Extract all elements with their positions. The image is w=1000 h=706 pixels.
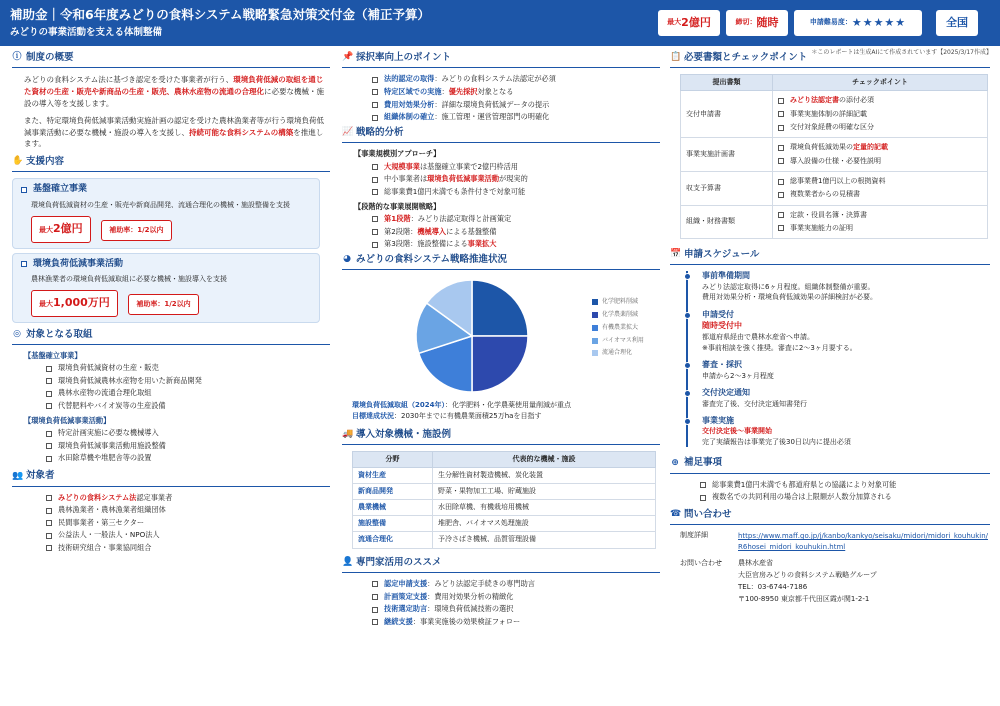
ai-note: ＊このレポートは生成AIにて作成されています【2025/3/17作成】 bbox=[811, 49, 992, 56]
list-item: 計画策定支援 ：費用対効果分析の精緻化 bbox=[372, 592, 660, 603]
pie-icon: ◕ bbox=[343, 254, 351, 265]
timeline-item: 申請受付 随時受付中 都道府県経由で農林水産省へ申請。 ※事前相談を強く推奨。審査に2〜3ヶ月要する。 bbox=[702, 310, 990, 353]
chart-icon: 📈 bbox=[342, 127, 354, 138]
list-item: 継続支援 ：事業実施後の効果検証フォロー bbox=[372, 617, 660, 628]
timeline-item: 審査・採択 申請から2〜3ヶ月程度 bbox=[702, 360, 990, 381]
list-item: 技術選定助言 ：環境負荷低減技術の選択 bbox=[372, 604, 660, 615]
list-item: 第1段階 ：みどり法認定取得と計画策定 bbox=[372, 214, 660, 225]
legend-item bbox=[592, 311, 644, 319]
rate-pill: 補助率：1/2以内 bbox=[128, 294, 198, 315]
contact-inquiry-row: お問い合わせ 農林水産省 大臣官房みどりの食料システム戦略グループ TEL：03-6744-7186 〒100-8950 東京都千代田区霞が関1-2-1 bbox=[680, 559, 877, 604]
list-item: 中小事業者は 環境負荷低減事業活動 が現実的 bbox=[372, 174, 660, 185]
list-item: 第2段階： 機械導入 による基盤整備 bbox=[372, 227, 660, 238]
page-title: 補助金｜令和6年度みどりの食料システム戦略緊急対策交付金（補正予算） bbox=[10, 7, 430, 22]
pie-caption: 環境負荷低減取組（2024年）：化学肥料・化学農薬使用量削減が重点 目標達成状況：2030年までに有機農業面積25万haを目指す bbox=[352, 401, 571, 421]
table-row: 資材生産 生分解性資材製造機械、炭化装置 bbox=[353, 468, 656, 484]
truck-icon: 🚚 bbox=[342, 429, 354, 439]
pie-legend bbox=[592, 298, 644, 362]
section-overview: ⓘ 制度の概要 bbox=[12, 52, 330, 68]
support-card-1: 基盤確立事業 環境負荷低減資材の生産・販売や新商品開発、流通合理化の機械・施設整備を支援 最大2億円 補助率：1/2以内 bbox=[12, 178, 320, 248]
target-icon: ◎ bbox=[13, 328, 21, 339]
page-header bbox=[0, 0, 1000, 46]
legend-swatch bbox=[592, 299, 598, 305]
calendar-icon: 📅 bbox=[670, 249, 682, 260]
legend-item bbox=[592, 349, 644, 357]
legend-item bbox=[592, 337, 644, 345]
list-item: 総事業費1億円未満でも都道府県との協議により対象可能 bbox=[700, 480, 990, 491]
list-item: 公益法人・一般法人・NPO法人 bbox=[46, 530, 330, 541]
overview-paragraph-2: また、特定環境負荷低減事業活動実施計画の認定を受けた農林漁業者等が行う環境負荷低減事業活動に必要な機械・施設の導入を支援し、持続可能な食料システムの構築を推進します。 bbox=[24, 116, 324, 149]
page-subtitle: みどりの事業活動を支える体制整備 bbox=[10, 27, 163, 38]
legend-item bbox=[592, 324, 644, 332]
list-item: 費用対効果分析 ：詳細な環境負荷低減データの提示 bbox=[372, 100, 660, 111]
table-row: 組織・財務書類 定款・役員名簿・決算書 事業実施能力の証明 bbox=[681, 205, 988, 239]
support-card-desc: 農林漁業者の環境負荷低減取組に必要な機械・施設導入を支援 bbox=[31, 275, 227, 284]
section-strategy: 📈 戦略的分析 bbox=[342, 127, 660, 143]
difficulty-badge: 申請難易度： ★★★★★ bbox=[794, 10, 922, 36]
checkbox-icon bbox=[21, 261, 27, 267]
list-item: 民間事業者・第三セクター bbox=[46, 518, 330, 529]
table-row: 収支予算書 総事業費1億円以上の根拠資料 複数業者からの見積書 bbox=[681, 171, 988, 205]
pie-chart bbox=[412, 276, 532, 396]
targets-group-2: 【環境負荷低減事業活動】 bbox=[24, 415, 111, 425]
legend-label: 化学農薬削減 bbox=[602, 311, 639, 319]
handshake-icon: ✋ bbox=[12, 156, 24, 167]
legend-label: 流通合理化 bbox=[602, 349, 633, 357]
max-amount-pill: 最大2億円 bbox=[31, 216, 91, 242]
legend-item bbox=[592, 298, 644, 306]
list-item: 複数名での共同利用の場合は上限額が人数分加算される bbox=[700, 492, 990, 503]
support-card-2: 環境負荷低減事業活動 農林漁業者の環境負荷低減取組に必要な機械・施設導入を支援 最大1,000万円 補助率：1/2以内 bbox=[12, 253, 320, 323]
list-item: 総事業費1億円未満でも条件付きで対象可能 bbox=[372, 187, 660, 198]
legend-label: バイオマス利用 bbox=[602, 336, 644, 344]
section-schedule: 📅 申請スケジュール bbox=[670, 249, 990, 265]
list-item: 第3段階：施設整備による 事業拡大 bbox=[372, 239, 660, 250]
equipment-table: 分野 代表的な機械・施設 資材生産 生分解性資材製造機械、炭化装置 新商品開発 野菜・果物加工工場、貯蔵施設 農業機械 水田除草機、有機栽培用機械 施設整備 堆肥舎、バイオマス処理施設 流通合理化 予冷さばき機械、品質管理設備 bbox=[352, 451, 656, 549]
pie-slice-1 bbox=[472, 280, 528, 336]
list-item: 環境負荷低減資材の生産・販売 bbox=[46, 363, 330, 374]
table-row: 交付申請書 みどり法認定書 の添付必須 事業実施体制の詳細記載 交付対象経費の明確な区分 bbox=[681, 91, 988, 138]
list-item: 環境負荷低減事業活動用施設整備 bbox=[46, 441, 330, 452]
table-row: 施設整備 堆肥舎、バイオマス処理施設 bbox=[353, 516, 656, 532]
schedule-timeline bbox=[686, 271, 990, 447]
section-pie: ◕ みどりの食料システム戦略推進状況 bbox=[342, 254, 660, 270]
info-icon: ⓘ bbox=[12, 52, 22, 63]
legend-swatch bbox=[592, 350, 598, 356]
list-item: 大規模事業 は基盤確立事業で2億円枠活用 bbox=[372, 162, 660, 173]
max-amount-badge: 最大 2億円 bbox=[658, 10, 720, 36]
legend-swatch bbox=[592, 338, 598, 344]
table-row: 新商品開発 野菜・果物加工工場、貯蔵施設 bbox=[353, 484, 656, 500]
rate-pill: 補助率：1/2以内 bbox=[101, 220, 171, 241]
expert-icon: 👤 bbox=[342, 556, 354, 567]
legend-swatch bbox=[592, 312, 598, 318]
list-item: 法的認定の取得 ：みどりの食料システム法認定が必須 bbox=[372, 74, 660, 85]
legend-label: 化学肥料削減 bbox=[602, 298, 639, 306]
section-equipment: 🚚 導入対象機械・施設例 bbox=[342, 429, 660, 445]
pie-chart-area bbox=[342, 276, 660, 400]
timeline-item: 事業実施 交付決定後〜事業開始 完了実績報告は事業完了後30日以内に提出必須 bbox=[702, 416, 990, 447]
list-item: 認定申請支援 ：みどり法認定手続きの専門助言 bbox=[372, 579, 660, 590]
targets-group-1: 【基盤確立事業】 bbox=[24, 350, 82, 360]
list-item: 代替肥料やバイオ炭等の生産設備 bbox=[46, 401, 330, 412]
timeline-item: 交付決定通知 審査完了後、交付決定通知書発行 bbox=[702, 388, 990, 409]
detail-link[interactable]: https://www.maff.go.jp/j/kanbo/kankyo/seisaku/midori/midori_kouhukin/R6hosei_midori_kouhukin.html bbox=[738, 532, 989, 551]
section-supplement: ⊕ 補足事項 bbox=[670, 457, 990, 473]
overview-paragraph-1: みどりの食料システム法に基づき認定を受けた事業者が行う、環境負荷低減の取組を通じた資材の生産・販売や新商品の生産・販売、農林水産物の流通の合理化に必要な機械・施設の導入等を支援します。 bbox=[24, 75, 324, 108]
documents-table: 提出書類 チェックポイント 交付申請書 みどり法認定書 の添付必須 事業実施体制の詳細記載 交付対象経費の明確な区分 事業実施計画書 環境負荷低減効果の 定量的記載 導入設備の仕様・必要性説明 収支予算書 総事業費1億円以上の根拠資料 複数業者からの見積書 組織・財務書類 定款・役員名簿・決算書 事業実施能力の証明 bbox=[680, 74, 988, 239]
list-item: 組織体制の確立 ：施工管理・運営管理部門の明確化 bbox=[372, 112, 660, 123]
table-row: 流通合理化 予冷さばき機械、品質管理設備 bbox=[353, 532, 656, 548]
list-item: 技術研究組合・事業協同組合 bbox=[46, 543, 330, 554]
list-item: 農林漁業者・農林漁業者組織団体 bbox=[46, 505, 330, 516]
table-row: 事業実施計画書 環境負荷低減効果の 定量的記載 導入設備の仕様・必要性説明 bbox=[681, 138, 988, 172]
pin-icon: 📌 bbox=[342, 52, 354, 63]
phone-icon: ☎ bbox=[670, 509, 682, 520]
list-item: 特定計画実施に必要な機械導入 bbox=[46, 428, 330, 439]
list-item: 農林水産物の流通合理化取組 bbox=[46, 388, 330, 399]
section-documents: 📋 必要書類とチェックポイント bbox=[670, 52, 990, 68]
strategy-heading-2: 【段階的な事業展開戦略】 bbox=[354, 201, 441, 211]
pie-slice-2 bbox=[472, 336, 528, 392]
legend-label: 有機農業拡大 bbox=[602, 323, 639, 331]
support-card-desc: 環境負荷低減資材の生産・販売や新商品開発、流通合理化の機械・施設整備を支援 bbox=[31, 201, 290, 210]
list-item: 水田除草機や堆肥舎等の設置 bbox=[46, 453, 330, 464]
table-row: 農業機械 水田除草機、有機栽培用機械 bbox=[353, 500, 656, 516]
plus-icon: ⊕ bbox=[671, 457, 679, 468]
strategy-heading-1: 【事業規模別アプローチ】 bbox=[354, 149, 441, 159]
region-badge: 全国 bbox=[936, 10, 978, 36]
deadline-badge: 締切： 随時 bbox=[726, 10, 788, 36]
legend-swatch bbox=[592, 325, 598, 331]
max-amount-pill: 最大1,000万円 bbox=[31, 290, 118, 316]
contact-detail-row: 制度詳細 https://www.maff.go.jp/j/kanbo/kankyo/seisaku/midori/midori_kouhukin/R6hosei_midori_kouhukin.html bbox=[680, 531, 989, 551]
people-icon: 👥 bbox=[12, 470, 24, 481]
section-experts: 👤 専門家活用のススメ bbox=[342, 557, 660, 573]
checkbox-icon bbox=[21, 187, 27, 193]
section-contact: ☎ 問い合わせ bbox=[670, 509, 990, 525]
list-item: 環境負荷低減農林水産物を用いた新商品開発 bbox=[46, 376, 330, 387]
section-targets: ◎ 対象となる取組 bbox=[12, 329, 330, 345]
section-applicants: 👥 対象者 bbox=[12, 470, 330, 486]
clipboard-icon: 📋 bbox=[670, 52, 682, 63]
list-item: みどりの食料システム法 認定事業者 bbox=[46, 493, 330, 504]
list-item: 特定区域での実施 ： 優先採択 対象となる bbox=[372, 87, 660, 98]
timeline-item: 事前準備期間 みどり法認定取得に6ヶ月程度。組織体制整備が重要。 費用対効果分析・環境負荷低減効果の詳細検討が必要。 bbox=[702, 271, 990, 302]
section-points: 📌 採択率向上のポイント bbox=[342, 52, 660, 68]
section-support: ✋ 支援内容 bbox=[12, 156, 330, 172]
